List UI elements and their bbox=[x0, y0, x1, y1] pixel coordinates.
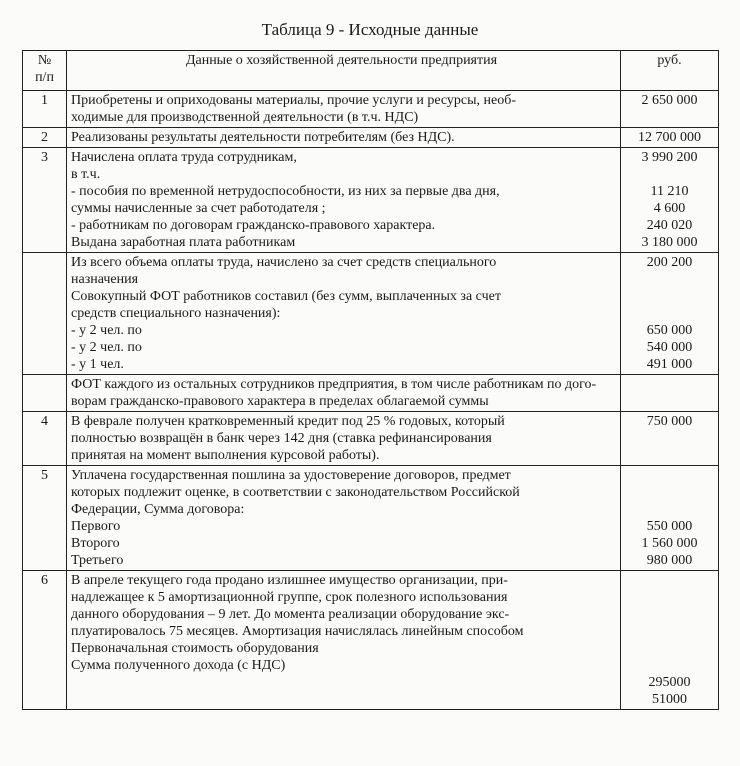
source-data-table bbox=[22, 50, 719, 710]
amount-value: 200 200 bbox=[646, 255, 693, 270]
row-amount-cell bbox=[621, 466, 719, 571]
table-row bbox=[23, 466, 719, 571]
description-line: принятая на момент выполнения курсовой работы). bbox=[71, 448, 380, 463]
row-amount-cell bbox=[621, 375, 719, 412]
amount-value bbox=[625, 657, 714, 674]
header-number-abbr: п/п bbox=[35, 70, 54, 85]
description-line: ФОТ каждого из остальных сотрудников предприятия, в том числе работникам по дого- bbox=[71, 377, 597, 392]
row-number: 5 bbox=[41, 468, 48, 483]
row-number-cell bbox=[23, 375, 67, 412]
row-number-cell bbox=[23, 128, 67, 148]
description-line: Реализованы результаты деятельности потребителям (без НДС). bbox=[71, 130, 455, 145]
amount-value bbox=[625, 623, 714, 640]
description-line: в т.ч. bbox=[71, 167, 101, 182]
amount-value: 550 000 bbox=[646, 519, 693, 534]
description-line: Первого bbox=[71, 519, 121, 534]
header-number-cell bbox=[23, 51, 67, 91]
description-line: Второго bbox=[71, 536, 120, 551]
table-row bbox=[23, 412, 719, 466]
header-description: Данные о хозяйственной деятельности предприятия bbox=[185, 53, 498, 68]
row-amount-cell bbox=[621, 253, 719, 375]
description-line: В апреле текущего года продано излишнее имущество организации, при- bbox=[71, 573, 508, 588]
amount-value: 1 560 000 bbox=[641, 536, 698, 551]
amount-value: 750 000 bbox=[646, 414, 693, 429]
amount-value bbox=[625, 572, 714, 589]
amount-value: 2 650 000 bbox=[641, 93, 698, 108]
row-amount-cell bbox=[621, 148, 719, 253]
row-number: 1 bbox=[41, 93, 48, 108]
row-number: 3 bbox=[41, 150, 48, 165]
table-row bbox=[23, 128, 719, 148]
row-description-cell bbox=[67, 571, 621, 710]
table-row bbox=[23, 375, 719, 412]
amount-value: 3 990 200 bbox=[641, 150, 698, 165]
header-number-symbol: № bbox=[37, 53, 52, 68]
row-description-cell bbox=[67, 253, 621, 375]
amount-value bbox=[625, 640, 714, 657]
table-row bbox=[23, 91, 719, 128]
row-description-cell bbox=[67, 148, 621, 253]
header-description-cell bbox=[67, 51, 621, 91]
row-number: 2 bbox=[41, 130, 48, 145]
description-line: Федерации, Сумма договора: bbox=[71, 502, 245, 517]
description-line: - пособия по временной нетрудоспособности, из них за первые два дня, bbox=[71, 184, 500, 199]
row-number-cell bbox=[23, 148, 67, 253]
amount-value: 11 210 bbox=[650, 184, 689, 199]
description-line: Первоначальная стоимость оборудования bbox=[71, 641, 319, 656]
description-line: Совокупный ФОТ работников составил (без сумм, выплаченных за счет bbox=[71, 289, 501, 304]
description-line: Сумма полученного дохода (с НДС) bbox=[71, 658, 286, 673]
header-unit: руб. bbox=[657, 53, 682, 68]
row-number-cell bbox=[23, 466, 67, 571]
description-line: - у 1 чел. bbox=[71, 357, 124, 372]
amount-value: 12 700 000 bbox=[638, 130, 701, 145]
description-line: данного оборудования – 9 лет. До момента реализации оборудование экс- bbox=[71, 607, 510, 622]
amount-value: 4 600 bbox=[653, 201, 686, 216]
amount-value: 3 180 000 bbox=[641, 235, 698, 250]
row-amount-cell bbox=[621, 91, 719, 128]
table-header-row bbox=[23, 51, 719, 91]
amount-value bbox=[625, 606, 714, 623]
amount-value bbox=[625, 501, 714, 518]
row-number-cell bbox=[23, 571, 67, 710]
description-line: которых подлежит оценке, в соответствии с законодательством Российской bbox=[71, 485, 520, 500]
description-line: Уплачена государственная пошлина за удостоверение договоров, предмет bbox=[71, 468, 511, 483]
description-line: Приобретены и оприходованы материалы, прочие услуги и ресурсы, необ- bbox=[71, 93, 517, 108]
description-line: ворам гражданско-правового характера в пределах облагаемой суммы bbox=[71, 394, 489, 409]
amount-value bbox=[625, 484, 714, 501]
amount-value: 491 000 bbox=[646, 357, 693, 372]
description-line: Выдана заработная плата работникам bbox=[71, 235, 296, 250]
row-amount-cell bbox=[621, 128, 719, 148]
row-description-cell bbox=[67, 128, 621, 148]
row-description-cell bbox=[67, 466, 621, 571]
amount-value bbox=[625, 305, 714, 322]
description-line: - у 2 чел. по bbox=[71, 323, 142, 338]
amount-value bbox=[625, 589, 714, 606]
description-line: суммы начисленные за счет работодателя ; bbox=[71, 201, 326, 216]
amount-value: 51000 bbox=[652, 692, 687, 707]
row-description-cell bbox=[67, 375, 621, 412]
row-number-cell bbox=[23, 412, 67, 466]
amount-value: 295000 bbox=[648, 675, 691, 690]
description-line: полностью возвращён в банк через 142 дня (ставка рефинансирования bbox=[71, 431, 492, 446]
amount-value: 650 000 bbox=[646, 323, 693, 338]
table-row bbox=[23, 253, 719, 375]
table-row bbox=[23, 148, 719, 253]
row-number-cell bbox=[23, 91, 67, 128]
description-line: средств специального назначения): bbox=[71, 306, 281, 321]
description-line: В феврале получен кратковременный кредит под 25 % годовых, который bbox=[71, 414, 505, 429]
amount-value bbox=[625, 467, 714, 484]
description-line: - у 2 чел. по bbox=[71, 340, 142, 355]
row-description-cell bbox=[67, 91, 621, 128]
row-amount-cell bbox=[621, 571, 719, 710]
description-line: Из всего объема оплаты труда, начислено за счет средств специального bbox=[71, 255, 497, 270]
description-line: надлежащее к 5 амортизационной группе, срок полезного использования bbox=[71, 590, 508, 605]
amount-value: 540 000 bbox=[646, 340, 693, 355]
row-description-cell bbox=[67, 412, 621, 466]
row-number: 6 bbox=[41, 573, 48, 588]
table-body bbox=[23, 91, 719, 710]
amount-value bbox=[625, 271, 714, 288]
table-row bbox=[23, 571, 719, 710]
amount-value: 240 020 bbox=[646, 218, 693, 233]
row-number-cell bbox=[23, 253, 67, 375]
header-unit-cell bbox=[621, 51, 719, 91]
description-line: назначения bbox=[71, 272, 139, 287]
amount-value bbox=[625, 166, 714, 183]
description-line: - работникам по договорам гражданско-правового характера. bbox=[71, 218, 436, 233]
description-line: ходимые для производственной деятельности (в т.ч. НДС) bbox=[71, 110, 419, 125]
table-title: Таблица 9 - Исходные данные bbox=[261, 20, 479, 39]
description-line: Третьего bbox=[71, 553, 124, 568]
amount-value: 980 000 bbox=[646, 553, 693, 568]
amount-value bbox=[625, 288, 714, 305]
row-amount-cell bbox=[621, 412, 719, 466]
description-line: плуатировалось 75 месяцев. Амортизация начислялась линейным способом bbox=[71, 624, 524, 639]
description-line: Начислена оплата труда сотрудникам, bbox=[71, 150, 297, 165]
row-number: 4 bbox=[41, 414, 48, 429]
